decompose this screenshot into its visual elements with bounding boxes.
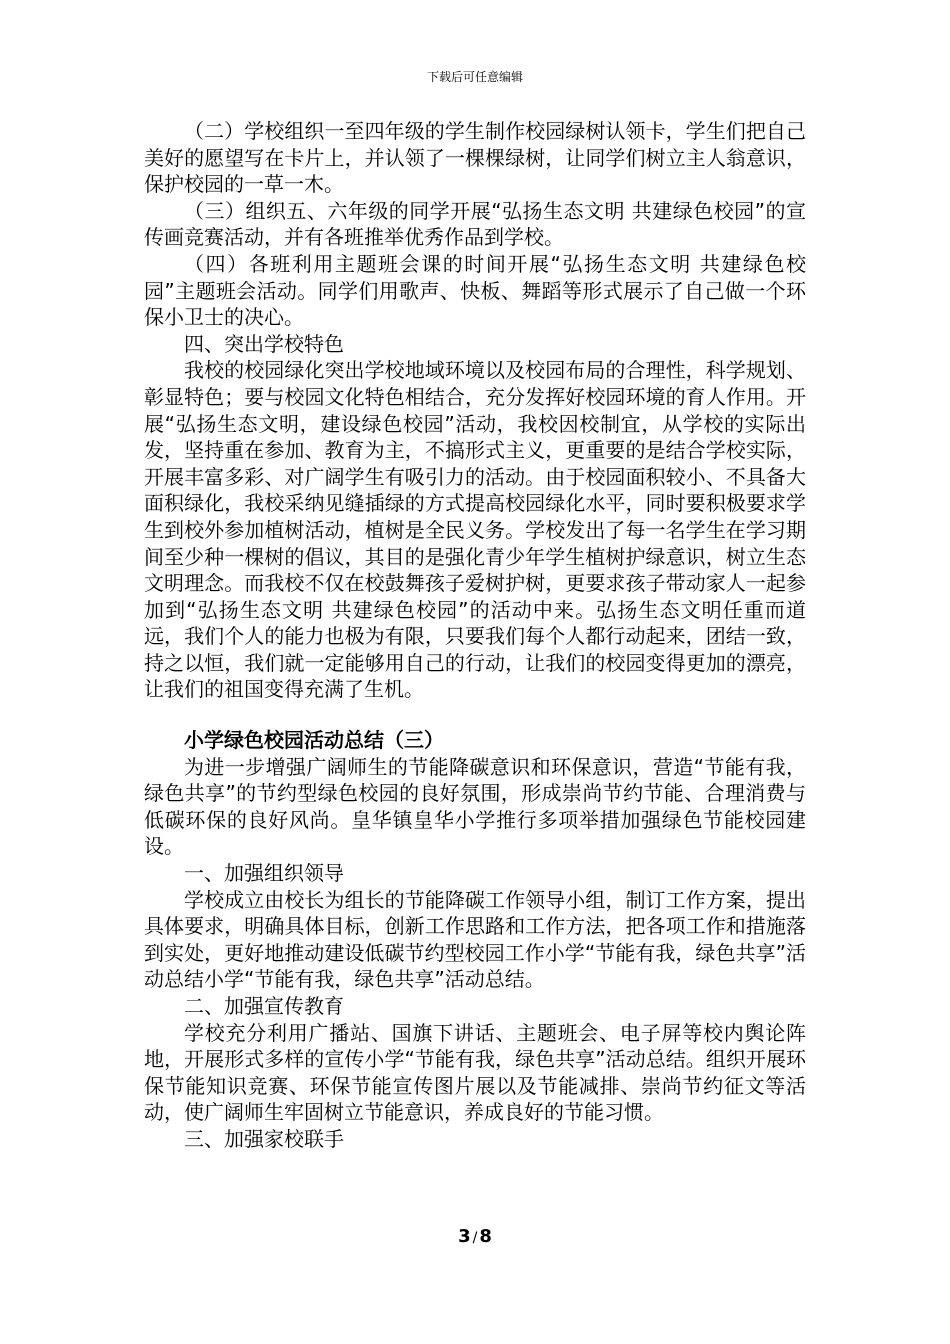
- paragraph: 为进一步增强广阔师生的节能降碳意识和环保意识，营造“节能有我，绿色共享”的节约型绿色校园的良好氛围，形成崇尚节约节能、合理消费与低碳环保的良好风尚。皇华镇皇华小学推行多项举措加强绿色节能校园建设。: [144, 754, 806, 859]
- paragraph: （三）组织五、六年级的同学开展“弘扬生态文明 共建绿色校园”的宣传画竞赛活动，并有各班推举优秀作品到学校。: [144, 198, 806, 250]
- section-subheading: 四、突出学校特色: [184, 331, 344, 356]
- page-header: 下载后可任意编辑: [426, 70, 523, 84]
- page-number: [0, 1226, 950, 1247]
- section-subheading: 三、加强家校联手: [184, 1126, 344, 1151]
- current-page: 3: [458, 1226, 471, 1247]
- total-pages: 8: [479, 1226, 492, 1247]
- paragraph: 我校的校园绿化突出学校地域环境以及校园布局的合理性，科学规划、彰显特色；要与校园文化特色相结合，充分发挥好校园环境的育人作用。开展“弘扬生态文明，建设绿色校园”活动，我校因校制宜，从学校的实际出发，坚持重在参加、教育为主，不搞形式主义，更重要的是结合学校实际，开展丰富多彩、对广阔学生有吸引力的活动。由于校园面积较小、不具备大面积绿化，我校采纳见缝插绿的方式提高校园绿化水平，同时要积极要求学生到校外参加植树活动，植树是全民义务。学校发出了每一名学生在学习期间至少种一棵树的倡议，其目的是强化青少年学生植树护绿意识，树立生态文明理念。而我校不仅在校鼓舞孩子爱树护树，更要求孩子带动家人一起参加到“弘扬生态文明 共建绿色校园”的活动中来。弘扬生态文明任重而道远，我们个人的能力也极为有限，只要我们每个人都行动起来，团结一致，持之以恒，我们就一定能够用自己的行动，让我们的校园变得更加的漂亮，让我们的祖国变得充满了生机。: [144, 358, 806, 702]
- document-body: [144, 118, 806, 1153]
- paragraph: （四）各班利用主题班会课的时间开展“弘扬生态文明 共建绿色校园”主题班会活动。同学们用歌声、快板、舞蹈等形式展示了自己做一个环保小卫士的决心。: [144, 251, 806, 330]
- paragraph: 学校成立由校长为组长的节能降碳工作领导小组，制订工作方案，提出具体要求，明确具体目标，创新工作思路和工作方法，把各项工作和措施落到实处，更好地推动建设低碳节约型校园工作小学“节能有我，绿色共享”活动总结小学“节能有我，绿色共享”活动总结。: [144, 887, 806, 992]
- paragraph: （二）学校组织一至四年级的学生制作校园绿树认领卡，学生们把自己美好的愿望写在卡片上，并认领了一棵棵绿树，让同学们树立主人翁意识，保护校园的一草一木。: [144, 119, 806, 197]
- section-gap: [144, 703, 806, 727]
- section-title: 小学绿色校园活动总结（三）: [184, 728, 444, 753]
- section-subheading: 二、加强宣传教育: [184, 994, 344, 1018]
- section-subheading: 一、加强组织领导: [184, 861, 344, 886]
- page-separator: /: [472, 1230, 478, 1246]
- paragraph: 学校充分利用广播站、国旗下讲话、主题班会、电子屏等校内舆论阵地，开展形式多样的宣传小学“节能有我，绿色共享”活动总结。组织开展环保节能知识竞赛、环保节能宣传图片展以及节能减排、崇尚节约征文等活动，使广阔师生牢固树立节能意识，养成良好的节能习惯。: [144, 1020, 806, 1125]
